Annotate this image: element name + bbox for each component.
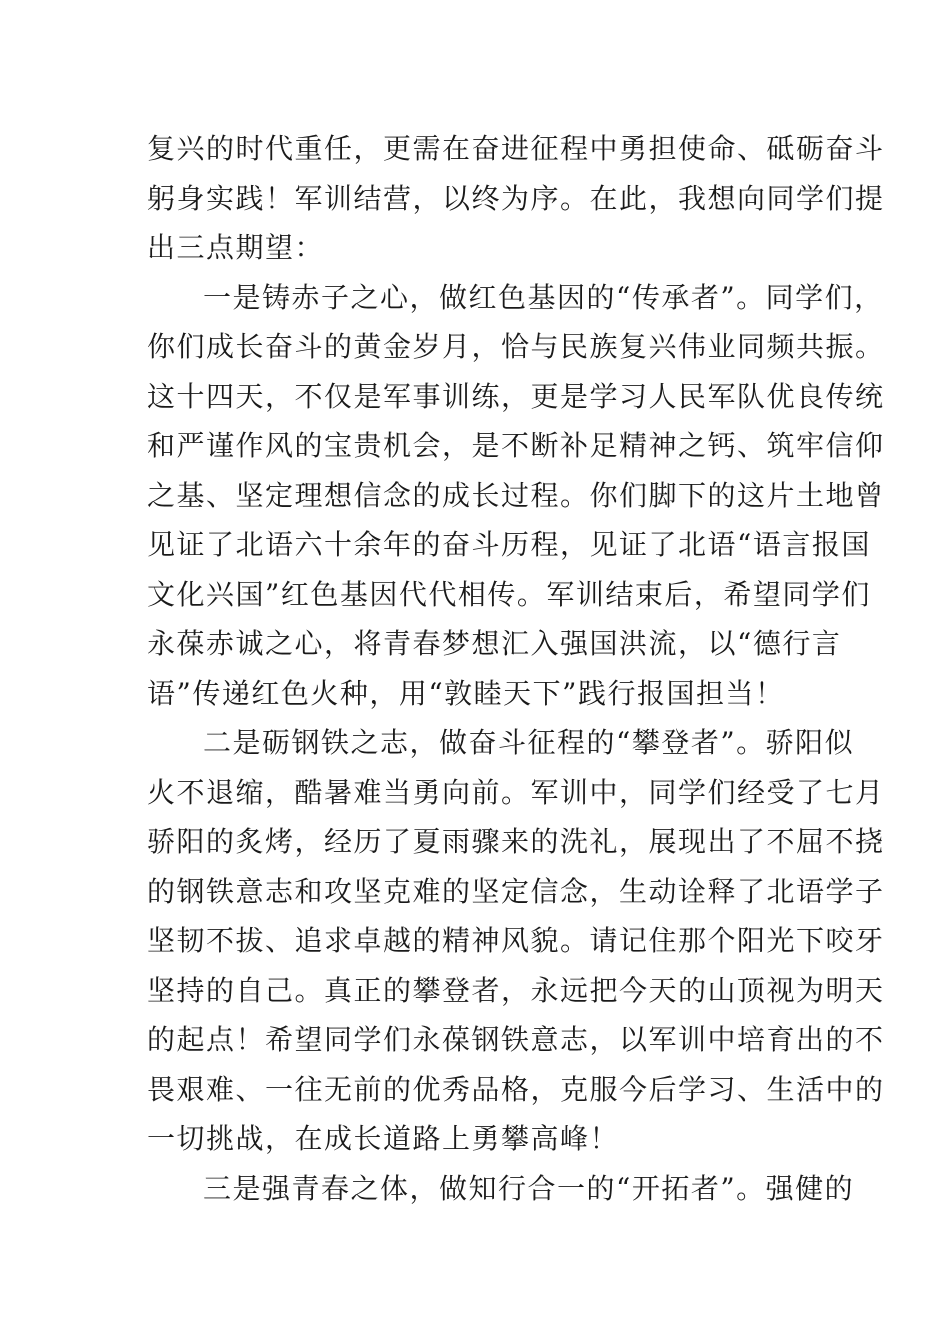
text-line: 这十四天，不仅是军事训练，更是学习人民军队优良传统 — [147, 379, 885, 413]
text-line: 你们成长奋斗的黄金岁月，恰与民族复兴伟业同频共振。 — [147, 330, 885, 363]
paragraph-1-start: 一是铸赤子之心，做红色基因的“传承者”。同学们， — [203, 280, 884, 314]
text-line: 语”传递红色火种，用“敦睦天下”践行报国担当！ — [147, 676, 785, 710]
text-line: 骄阳的炙烤，经历了夏雨骤来的洗礼，展现出了不屈不挠 — [147, 825, 885, 858]
text-line: 躬身实践！军训结营，以终为序。在此，我想向同学们提 — [147, 181, 885, 215]
paragraph-3-start: 三是强青春之体，做知行合一的“开拓者”。强健的 — [203, 1171, 855, 1205]
text-line: 出三点期望： — [147, 231, 325, 264]
text-line: 之基、坚定理想信念的成长过程。你们脚下的这片土地曾 — [147, 478, 885, 512]
text-line: 畏艰难、一往无前的优秀品格，克服今后学习、生活中的 — [147, 1072, 885, 1106]
text-line: 见证了北语六十余年的奋斗历程，见证了北语“语言报国 — [147, 528, 871, 561]
text-line: 一切挑战，在成长道路上勇攀高峰！ — [147, 1122, 620, 1155]
text-line: 的起点！希望同学们永葆钢铁意志，以军训中培育出的不 — [147, 1023, 885, 1056]
text-line: 永葆赤诚之心，将青春梦想汇入强国洪流，以“德行言 — [147, 627, 842, 660]
text-line: 和严谨作风的宝贵机会，是不断补足精神之钙、筑牢信仰 — [147, 429, 885, 462]
paragraph-2-start: 二是砺钢铁之志，做奋斗征程的“攀登者”。骄阳似 — [203, 726, 855, 759]
text-line: 复兴的时代重任，更需在奋进征程中勇担使命、砥砺奋斗 — [147, 132, 885, 165]
text-line: 火不退缩，酷暑难当勇向前。军训中，同学们经受了七月 — [147, 775, 885, 809]
text-line: 坚韧不拔、追求卓越的精神风貌。请记住那个阳光下咬牙 — [147, 924, 885, 957]
text-line: 坚持的自己。真正的攀登者，永远把今天的山顶视为明天 — [147, 973, 885, 1007]
text-line: 文化兴国”红色基因代代相传。军训结束后，希望同学们 — [147, 577, 871, 611]
body-text — [147, 124, 885, 1213]
text-line: 的钢铁意志和攻坚克难的坚定信念，生动诠释了北语学子 — [147, 874, 885, 908]
